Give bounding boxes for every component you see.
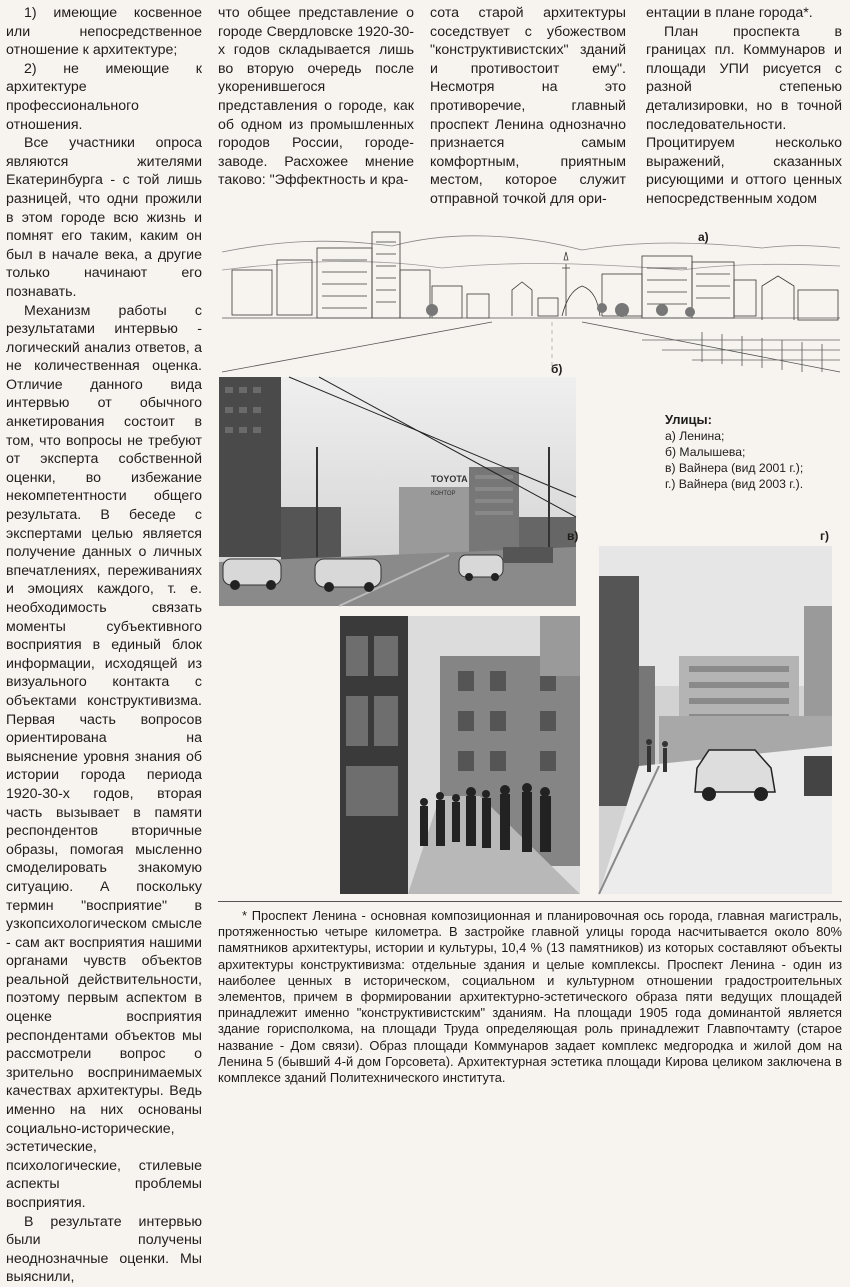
footnote: * Проспект Ленина - основная композиционная и планировочная ось города, главная магистраль, протяженностью четыре километра. В застройке главной улицы города насчитывается около 80% памятников архитектуры, истории и культуры, 10,4 % (13 памятников) из которых составляют объекты архитектуры конструктивизма: отдельные здания и целые комплексы. Проспект Ленина - один из наиболее ценных в историческом, социальном и культурном отношении градостроительных элементов, причем в формировании архитектурно-эстетического образа пяти ведущих площадей принадлежит именно "конструктивистским" зданиям. На площади 1905 года доминантой является здание горисполкома, на площади Труда определяющая роль принадлежит Главпочтамту (старое название - Дом связи). Образ площади Коммунаров задает комплекс медгородка и жилой дом на Ленина 5 (бывший 4-й дом Горсовета). Архитектурная эстетика площади Кирова целиком заключена в комплексе зданий Политехнического института. <box>218 908 842 1086</box>
paragraph: что общее представление о городе Свердловске 1920-30-х годов складывается лишь во вторую очередь после укоренившегося представления о городе, как об одном из промышленных городов России, городе-заводе. Расхожее мнение таково: "Эффектность и кра- <box>218 5 414 189</box>
figure-label-a: а) <box>698 230 709 244</box>
photo-vainera-2003 <box>599 546 832 894</box>
streets-caption <box>665 412 845 492</box>
paragraph: План проспекта в границах пл. Коммунаров и площади УПИ рисуется с разной степенью детализировки, но в точной последовательности. Процитируем несколько выражений, сказанных рисующими и оттого ценных непосредственным ходом <box>646 23 842 207</box>
caption-item: б) Малышева; <box>665 445 746 459</box>
footnote-divider <box>218 901 842 902</box>
paragraph: ентации в плане города*. <box>646 5 813 21</box>
caption-item: г.) Вайнера (вид 2003 г.). <box>665 477 804 491</box>
photo-malysheva-street <box>219 377 579 606</box>
caption-item: в) Вайнера (вид 2001 г.); <box>665 461 804 475</box>
figure-label-c: в) <box>567 529 579 543</box>
sketch-lenin-avenue <box>222 190 840 372</box>
photo-sign-text: TOYOTA <box>431 474 468 484</box>
caption-title: Улицы: <box>665 412 712 427</box>
photo-vainera-2001 <box>340 616 580 894</box>
text-column-1 <box>6 4 202 1286</box>
figure-label-b: б) <box>551 362 563 376</box>
text-column-3 <box>430 4 626 207</box>
photo-sign-text: КОНТОР <box>431 491 456 497</box>
figure-label-d: г) <box>820 529 829 543</box>
paragraph: 2) не имеющие к архитектуре профессионального отношения. <box>6 60 202 133</box>
paragraph: В результате интервью были получены неоднозначные оценки. Мы выяснили, <box>6 1213 202 1286</box>
text-column-4 <box>646 4 842 207</box>
text-column-2 <box>218 4 414 189</box>
paragraph: 1) имеющие косвенное или непосредственное отношение к архитектуре; <box>6 5 202 59</box>
paragraph: Все участники опроса являются жителями Екатеринбурга - с той лишь разницей, что одни прожили в этом городе всю жизнь и помнят его таким, каким он был в начале века, а другие только начинают его познавать. <box>6 135 202 300</box>
paragraph: Механизм работы с результатами интервью - логический анализ ответов, а не количественная оценка. Отличие данного вида интервью от обычного анкетирования состоит в том, что вопросы не требуют от эксперта собственной оценки, во избежание некомпетентности общего результата. В беседе с экспертами целью является получение данных о личных впечатлениях, переживаниях и эмоциях каждого, т. е. необходимость связать моменты субъективного восприятия в единый блок информации, исходящей из визуального контакта с объектами конструктивизма. Первая часть вопросов ориентирована на выяснение уровня знания об истории города периода 1920-30-х годов, вторая часть вызывает в памяти респондентов вторичные образы, помогая мысленно смоделировать знакомую ситуацию. А поскольку термин "восприятие" в узкопсихологическом смысле - сам акт восприятия нашими органами чувств объектов реальной действительности, поэтому первым аспектом в оценке восприятия респондентами объектов мы рассмотрели вопрос о зрительно воспринимаемых качествах архитектуры. Ведь именно на них основаны социально-исторические, эстетические, психологические, стилевые аспекты проблемы восприятия. <box>6 302 202 1211</box>
paragraph: сота старой архитектуры соседствует с убожеством "конструктивистских" зданий и противостоит ему". Несмотря на это противоречие, главный проспект Ленина однозначно признается самым комфортным, приятным местом, которое служит отправной точкой для ори- <box>430 5 626 207</box>
caption-item: а) Ленина; <box>665 429 725 443</box>
